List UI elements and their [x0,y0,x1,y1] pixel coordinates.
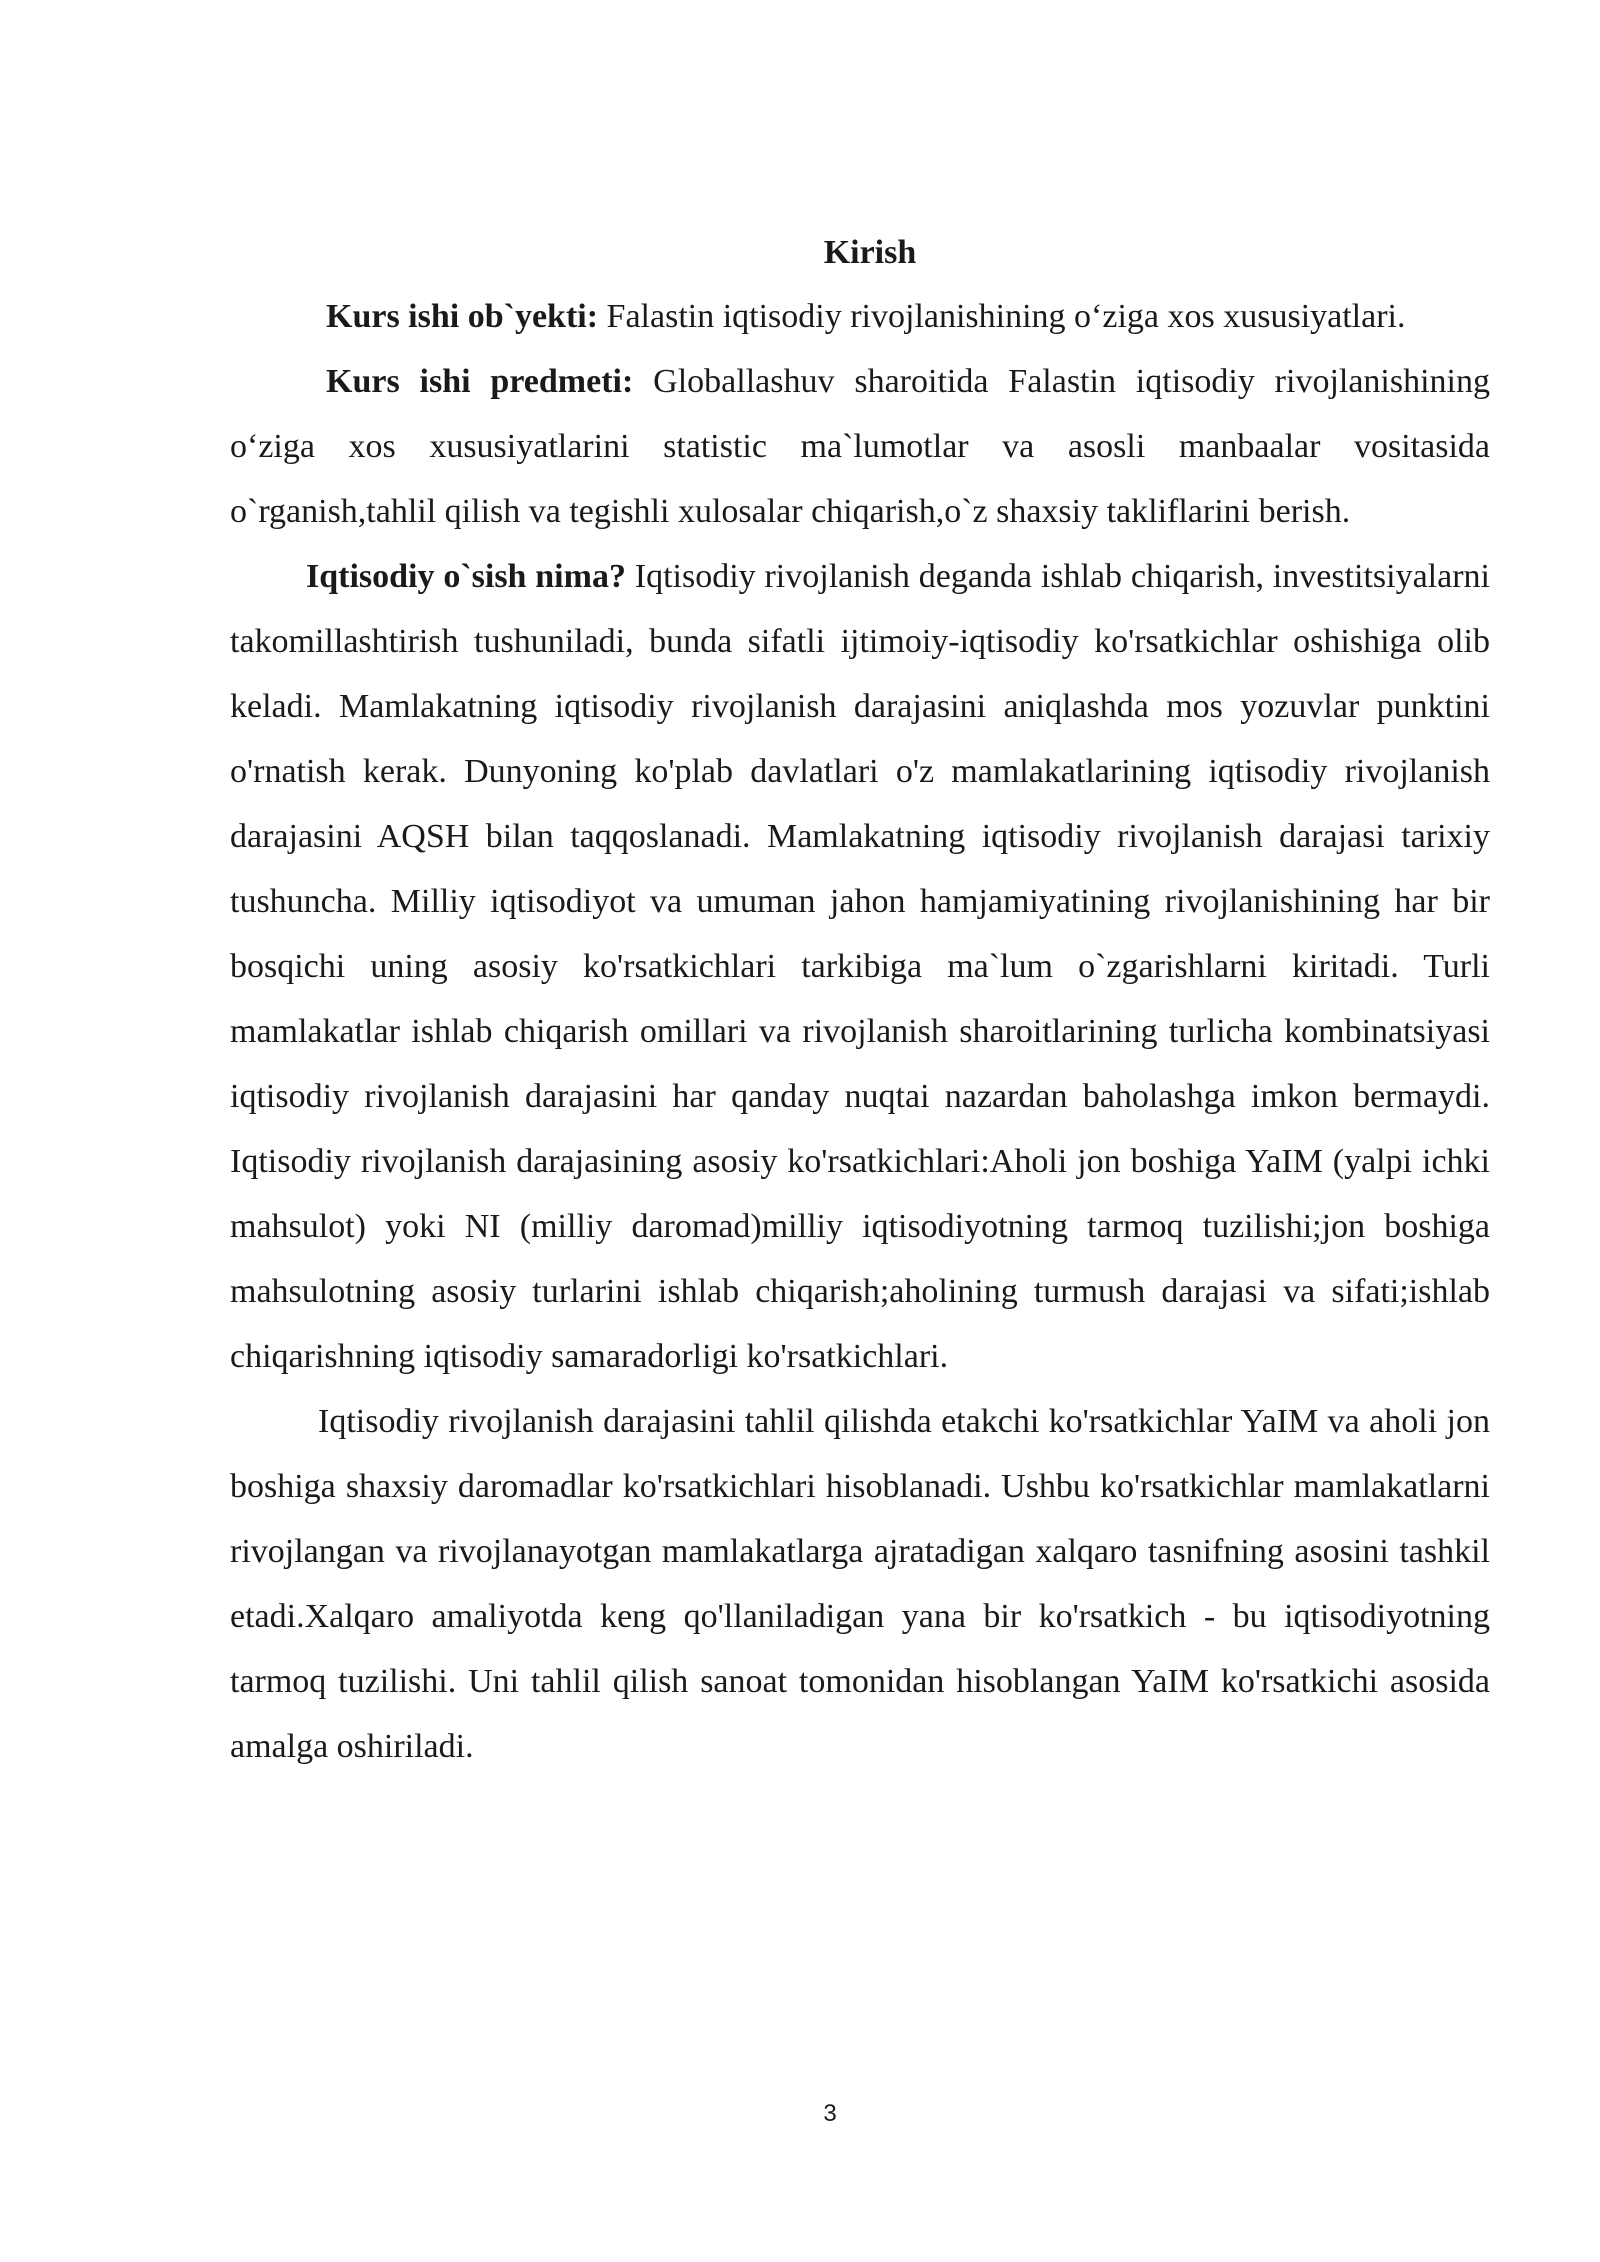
paragraph-lead: Kurs ishi predmeti: [326,363,634,400]
page-content [230,225,1490,1779]
section-title: Kirish [823,234,917,271]
paragraph-text: Iqtisodiy rivojlanish darajasini tahlil qilishda etakchi ko'rsatkichlar YaIM va aholi jon boshiga shaxsiy daromadlar ko'rsatkichlari hisoblanadi. Ushbu ko'rsatkichlar mamlakatlarni rivojlangan va rivojlanayotgan mamlakatlarga ajratadigan xalqaro tasnifning asosini tashkil etadi.Xalqaro amaliyotda keng qo'llaniladigan yana bir ko'rsatkich - bu iqtisodiyotning tarmoq tuzilishi. Uni tahlil qilish sanoat tomonidan hisoblangan YaIM ko'rsatkichi asosida amalga oshiriladi. [230,1403,1490,1765]
paragraph-text: Globallashuv sharoitida Falastin iqtisodiy rivojlanishining o‘ziga xos xususiyatlarini statistic ma`lumotlar va asosli manbaalar vositasida o`rganish,tahlil qilish va tegishli xulosalar chiqarish,o`z shaxsiy takliflarini berish. [230,363,1490,530]
paragraph-lead: Iqtisodiy o`sish nima? [306,558,626,595]
paragraph-lead: Kurs ishi ob`yekti: [326,298,599,335]
paragraph-subject [230,349,1490,544]
paragraph-indicators [230,1389,1490,1779]
paragraph-growth [230,544,1490,1389]
paragraph-object [230,284,1490,349]
paragraph-text: Iqtisodiy rivojlanish deganda ishlab chiqarish, investitsiyalarni takomillashtirish tushuniladi, bunda sifatli ijtimoiy-iqtisodiy ko'rsatkichlar oshishiga olib keladi. Mamlakatning iqtisodiy rivojlanish darajasini aniqlashda mos yozuvlar punktini o'rnatish kerak. Dunyoning ko'plab davlatlari o'z mamlakatlarining iqtisodiy rivojlanish darajasini AQSH bilan taqqoslanadi. Mamlakatning iqtisodiy rivojlanish darajasi tarixiy tushuncha. Milliy iqtisodiyot va umuman jahon hamjamiyatining rivojlanishining har bir bosqichi uning asosiy ko'rsatkichlari tarkibiga ma`lum o`zgarishlarni kiritadi. Turli mamlakatlar ishlab chiqarish omillari va rivojlanish sharoitlarining turlicha kombinatsiyasi iqtisodiy rivojlanish darajasini har qanday nuqtai nazardan baholashga imkon bermaydi. Iqtisodiy rivojlanish darajasining asosiy ko'rsatkichlari:Aholi jon boshiga YaIM (yalpi ichki mahsulot) yoki NI (milliy daromad)milliy iqtisodiyotning tarmoq tuzilishi;jon boshiga mahsulotning asosiy turlarini ishlab chiqarish;aholining turmush darajasi va sifati;ishlab chiqarishning iqtisodiy samaradorligi ko'rsatkichlari. [230,558,1490,1375]
paragraph-text: Falastin iqtisodiy rivojlanishining o‘ziga xos xususiyatlari. [598,298,1406,335]
page-number: 3 [823,2100,837,2127]
